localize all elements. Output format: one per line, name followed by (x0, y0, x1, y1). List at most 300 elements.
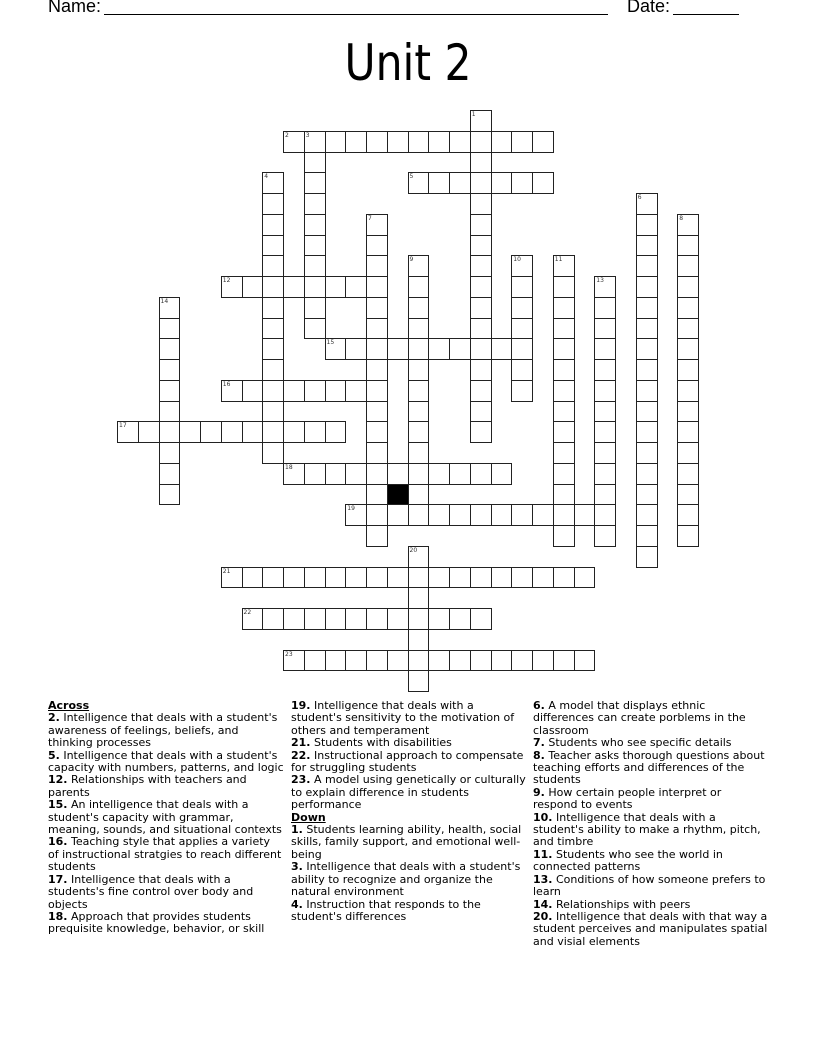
grid-cell[interactable] (179, 421, 201, 443)
grid-cell[interactable] (366, 131, 388, 153)
grid-cell[interactable] (428, 338, 450, 360)
grid-cell[interactable] (366, 567, 388, 589)
grid-cell[interactable] (408, 484, 430, 506)
grid-cell[interactable] (408, 255, 430, 277)
grid-cell[interactable] (532, 172, 554, 194)
grid-cell[interactable] (159, 484, 181, 506)
grid-cell[interactable] (159, 442, 181, 464)
clue-across-22 (291, 750, 527, 775)
grid-cell[interactable] (345, 463, 367, 485)
grid-cell[interactable] (304, 235, 326, 257)
grid-cell[interactable] (470, 214, 492, 236)
page-title: Unit 2 (344, 34, 472, 92)
grid-cell[interactable] (636, 525, 658, 547)
grid-cell[interactable] (262, 567, 284, 589)
grid-cell[interactable] (511, 297, 533, 319)
grid-cell[interactable] (325, 338, 347, 360)
clue-across-18 (48, 911, 284, 936)
grid-cell[interactable] (262, 421, 284, 443)
grid-cell[interactable] (387, 131, 409, 153)
grid-cell[interactable] (283, 131, 305, 153)
grid-cell[interactable] (553, 359, 575, 381)
grid-cell[interactable] (470, 131, 492, 153)
grid-cell[interactable] (345, 131, 367, 153)
grid-cell[interactable] (511, 318, 533, 340)
grid-cell[interactable] (470, 359, 492, 381)
grid-cell[interactable] (428, 567, 450, 589)
grid-cell[interactable] (283, 276, 305, 298)
grid-cell[interactable] (491, 463, 513, 485)
grid-cell[interactable] (262, 442, 284, 464)
grid-cell[interactable] (366, 338, 388, 360)
grid-cell[interactable] (677, 235, 699, 257)
grid-cell[interactable] (470, 152, 492, 174)
grid-cell[interactable] (470, 110, 492, 132)
grid-cell[interactable] (325, 131, 347, 153)
grid-cell[interactable] (408, 567, 430, 589)
clue-number: 22. (291, 748, 311, 762)
clues-column-1 (48, 700, 284, 936)
grid-cell[interactable] (677, 318, 699, 340)
clue-number-label: 16 (222, 380, 231, 388)
grid-cell[interactable] (325, 567, 347, 589)
grid-cell[interactable] (366, 359, 388, 381)
grid-cell[interactable] (304, 318, 326, 340)
clue-number-label: 20 (409, 546, 418, 554)
grid-cell[interactable] (366, 318, 388, 340)
clue-number-label: 23 (285, 650, 293, 658)
clue-number: 7. (533, 736, 545, 750)
grid-cell[interactable] (325, 276, 347, 298)
grid-cell[interactable] (449, 650, 471, 672)
grid-cell[interactable] (304, 380, 326, 402)
grid-cell[interactable] (491, 172, 513, 194)
grid-cell[interactable] (677, 276, 699, 298)
grid-cell[interactable] (677, 359, 699, 381)
grid-cell[interactable] (636, 504, 658, 526)
grid-cell[interactable] (677, 442, 699, 464)
grid-cell[interactable] (636, 401, 658, 423)
clue-down-20 (533, 911, 769, 948)
grid-cell[interactable] (387, 463, 409, 485)
clue-number-label: 12 (222, 277, 231, 284)
grid-cell[interactable] (325, 608, 347, 630)
grid-cell[interactable] (677, 214, 699, 236)
clue-number: 17. (48, 872, 68, 886)
grid-cell[interactable] (636, 276, 658, 298)
grid-cell[interactable] (262, 318, 284, 340)
grid-cell[interactable] (408, 359, 430, 381)
grid-cell[interactable] (636, 359, 658, 381)
clue-text: Instructional approach to compensate for struggling students (291, 748, 524, 775)
grid-cell[interactable] (325, 421, 347, 443)
grid-cell[interactable] (428, 172, 450, 194)
grid-cell[interactable] (428, 650, 450, 672)
grid-cell[interactable] (677, 463, 699, 485)
grid-cell[interactable] (470, 567, 492, 589)
grid-cell[interactable] (304, 650, 326, 672)
grid-cell[interactable] (470, 193, 492, 215)
grid-cell[interactable] (408, 504, 430, 526)
grid-cell[interactable] (408, 380, 430, 402)
grid-cell[interactable] (138, 421, 160, 443)
grid-cell[interactable] (636, 297, 658, 319)
grid-cell[interactable] (553, 297, 575, 319)
grid-cell[interactable] (449, 172, 471, 194)
grid-cell[interactable] (408, 172, 430, 194)
grid-cell[interactable] (366, 235, 388, 257)
grid-cell[interactable] (491, 131, 513, 153)
grid-cell[interactable] (594, 359, 616, 381)
grid-cell[interactable] (366, 401, 388, 423)
grid-cell[interactable] (428, 608, 450, 630)
clue-number: 3. (291, 860, 303, 874)
clue-across-15 (48, 799, 284, 836)
clue-number-label: 19 (347, 505, 355, 513)
grid-cell[interactable] (283, 380, 305, 402)
grid-cell[interactable] (636, 421, 658, 443)
grid-cell[interactable] (221, 421, 243, 443)
grid-cell[interactable] (636, 442, 658, 464)
clue-number-label: 18 (285, 463, 293, 471)
grid-cell[interactable] (470, 172, 492, 194)
grid-cell[interactable] (408, 131, 430, 153)
grid-cell[interactable] (408, 297, 430, 319)
grid-cell[interactable] (283, 567, 305, 589)
grid-cell[interactable] (470, 401, 492, 423)
grid-cell[interactable] (408, 546, 430, 568)
grid-cell[interactable] (408, 276, 430, 298)
grid-cell[interactable] (470, 338, 492, 360)
grid-cell[interactable] (511, 380, 533, 402)
grid-cell[interactable] (325, 463, 347, 485)
grid-cell[interactable] (470, 297, 492, 319)
grid-cell[interactable] (594, 276, 616, 298)
grid-cell[interactable] (283, 463, 305, 485)
grid-cell[interactable] (159, 401, 181, 423)
grid-cell[interactable] (159, 338, 181, 360)
grid-cell[interactable] (262, 193, 284, 215)
grid-cell[interactable] (553, 484, 575, 506)
grid-cell[interactable] (345, 380, 367, 402)
grid-cell[interactable] (262, 359, 284, 381)
clue-down-6 (533, 700, 769, 737)
grid-cell[interactable] (470, 504, 492, 526)
grid-cell[interactable] (304, 214, 326, 236)
grid-cell[interactable] (677, 255, 699, 277)
grid-cell[interactable] (304, 131, 326, 153)
grid-cell[interactable] (677, 401, 699, 423)
clue-text: Intelligence that deals with a student's capacity with numbers, patterns, and logic (48, 748, 284, 775)
grid-cell[interactable] (387, 650, 409, 672)
clue-across-5 (48, 750, 284, 775)
grid-cell[interactable] (366, 276, 388, 298)
grid-cell[interactable] (159, 463, 181, 485)
grid-cell[interactable] (553, 380, 575, 402)
grid-cell[interactable] (532, 504, 554, 526)
clue-text: Instruction that responds to the student's differences (291, 897, 481, 923)
grid-cell[interactable] (242, 608, 264, 630)
grid-cell[interactable] (366, 484, 388, 506)
grid-cell[interactable] (511, 650, 533, 672)
grid-cell[interactable] (262, 338, 284, 360)
grid-cell[interactable] (304, 276, 326, 298)
grid-cell[interactable] (553, 255, 575, 277)
grid-cell[interactable] (470, 608, 492, 630)
clue-text: Students learning ability, health, social skills, family support, and emotional well-being (291, 823, 522, 861)
clues-column-3 (533, 700, 769, 948)
grid-cell[interactable] (491, 504, 513, 526)
grid-cell[interactable] (636, 546, 658, 568)
grid-cell[interactable] (636, 235, 658, 257)
grid-cell[interactable] (262, 235, 284, 257)
grid-cell[interactable] (636, 484, 658, 506)
grid-cell[interactable] (470, 276, 492, 298)
grid-cell[interactable] (304, 463, 326, 485)
grid-cell[interactable] (553, 338, 575, 360)
grid-cell[interactable] (304, 567, 326, 589)
grid-cell[interactable] (574, 504, 596, 526)
grid-cell[interactable] (553, 525, 575, 547)
grid-cell[interactable] (428, 131, 450, 153)
grid-cell[interactable] (677, 484, 699, 506)
grid-cell[interactable] (262, 380, 284, 402)
grid-cell[interactable] (304, 255, 326, 277)
grid-cell[interactable] (470, 235, 492, 257)
clue-text: Students who see the world in connected patterns (533, 847, 723, 874)
grid-cell[interactable] (408, 670, 430, 692)
clue-text: Students who see specific details (544, 736, 732, 750)
grid-cell[interactable] (491, 338, 513, 360)
clue-number-label: 5 (409, 173, 414, 181)
grid-cell[interactable] (345, 567, 367, 589)
grid-cell[interactable] (366, 297, 388, 319)
grid-cell[interactable] (594, 504, 616, 526)
grid-cell[interactable] (677, 504, 699, 526)
grid-cell[interactable] (283, 608, 305, 630)
grid-cell[interactable] (366, 608, 388, 630)
grid-cell[interactable] (594, 338, 616, 360)
grid-cell[interactable] (387, 608, 409, 630)
grid-cell[interactable] (449, 608, 471, 630)
grid-cell[interactable] (345, 504, 367, 526)
grid-cell[interactable] (242, 421, 264, 443)
grid-cell[interactable] (677, 525, 699, 547)
grid-cell[interactable] (636, 193, 658, 215)
grid-cell[interactable] (511, 504, 533, 526)
clue-across-19 (291, 700, 527, 737)
clue-text: Intelligence that deals with that way a student perceives and manipulates spatial and visial elements (533, 909, 768, 948)
grid-cell[interactable] (304, 297, 326, 319)
grid-cell[interactable] (408, 421, 430, 443)
grid-cell[interactable] (221, 276, 243, 298)
clue-text: Relationships with teachers and parents (48, 773, 247, 799)
grid-cell[interactable] (553, 421, 575, 443)
grid-cell[interactable] (408, 401, 430, 423)
grid-cell[interactable] (449, 131, 471, 153)
grid-cell[interactable] (594, 401, 616, 423)
grid-cell[interactable] (304, 608, 326, 630)
clue-text: Students with disabilities (310, 736, 452, 750)
grid-cell[interactable] (408, 587, 430, 609)
grid-cell[interactable] (345, 338, 367, 360)
grid-cell[interactable] (262, 255, 284, 277)
grid-cell[interactable] (366, 421, 388, 443)
grid-cell[interactable] (594, 442, 616, 464)
grid-cell[interactable] (532, 650, 554, 672)
grid-cell[interactable] (408, 608, 430, 630)
grid-cell[interactable] (553, 650, 575, 672)
grid-cell[interactable] (511, 131, 533, 153)
grid-cell[interactable] (159, 297, 181, 319)
grid-cell[interactable] (594, 463, 616, 485)
grid-cell[interactable] (449, 338, 471, 360)
grid-cell[interactable] (594, 318, 616, 340)
clue-down-3 (291, 861, 527, 898)
grid-cell[interactable] (283, 650, 305, 672)
grid-cell[interactable] (594, 484, 616, 506)
grid-cell[interactable] (304, 193, 326, 215)
grid-cell[interactable] (532, 131, 554, 153)
grid-cell[interactable] (636, 214, 658, 236)
grid-cell[interactable] (366, 214, 388, 236)
grid-cell[interactable] (366, 504, 388, 526)
clue-number: 13. (533, 872, 553, 886)
grid-cell[interactable] (553, 442, 575, 464)
grid-cell[interactable] (408, 629, 430, 651)
grid-cell[interactable] (553, 463, 575, 485)
grid-cell[interactable] (304, 421, 326, 443)
clue-number: 4. (291, 897, 303, 911)
grid-cell[interactable] (491, 567, 513, 589)
grid-cell[interactable] (636, 255, 658, 277)
grid-cell[interactable] (511, 359, 533, 381)
clue-text: Intelligence that deals with a student's sensitivity to the motivation of others and temperament (291, 699, 515, 737)
grid-cell[interactable] (366, 525, 388, 547)
grid-cell[interactable] (677, 338, 699, 360)
grid-cell[interactable] (553, 567, 575, 589)
grid-cell[interactable] (242, 567, 264, 589)
grid-cell[interactable] (553, 276, 575, 298)
clue-text: An intelligence that deals with a student's capacity with grammar, meaning, sounds, and situational contexts (48, 798, 282, 837)
grid-cell[interactable] (532, 567, 554, 589)
grid-cell[interactable] (408, 442, 430, 464)
clue-down-9 (533, 787, 769, 812)
grid-cell[interactable] (262, 276, 284, 298)
grid-cell[interactable] (470, 421, 492, 443)
grid-cell[interactable] (594, 297, 616, 319)
grid-cell[interactable] (408, 338, 430, 360)
grid-cell[interactable] (366, 650, 388, 672)
grid-cell[interactable] (387, 567, 409, 589)
grid-cell[interactable] (325, 650, 347, 672)
grid-cell[interactable] (553, 504, 575, 526)
grid-cell[interactable] (408, 318, 430, 340)
grid-cell[interactable] (408, 650, 430, 672)
grid-cell[interactable] (449, 504, 471, 526)
grid-cell[interactable] (159, 421, 181, 443)
grid-cell[interactable] (242, 276, 264, 298)
grid-cell[interactable] (387, 338, 409, 360)
grid-cell[interactable] (511, 276, 533, 298)
grid-cell[interactable] (677, 297, 699, 319)
grid-cell[interactable] (449, 567, 471, 589)
grid-cell[interactable] (574, 650, 596, 672)
grid-cell[interactable] (159, 318, 181, 340)
grid-cell[interactable] (594, 380, 616, 402)
grid-cell[interactable] (594, 421, 616, 443)
grid-cell[interactable] (428, 504, 450, 526)
clue-number: 16. (48, 835, 68, 849)
grid-cell[interactable] (470, 463, 492, 485)
grid-cell[interactable] (159, 359, 181, 381)
grid-cell[interactable] (387, 504, 409, 526)
grid-cell[interactable] (636, 380, 658, 402)
grid-cell[interactable] (366, 255, 388, 277)
grid-cell[interactable] (677, 380, 699, 402)
grid-cell[interactable] (636, 338, 658, 360)
grid-cell[interactable] (262, 608, 284, 630)
grid-cell[interactable] (636, 318, 658, 340)
grid-cell[interactable] (428, 463, 450, 485)
grid-cell[interactable] (511, 338, 533, 360)
grid-cell[interactable] (636, 463, 658, 485)
grid-cell[interactable] (677, 421, 699, 443)
clue-down-4 (291, 899, 527, 924)
clue-number: 18. (48, 909, 68, 923)
grid-cell[interactable] (449, 463, 471, 485)
grid-cell[interactable] (283, 421, 305, 443)
grid-cell[interactable] (470, 255, 492, 277)
clue-number-label: 22 (243, 609, 252, 616)
grid-cell[interactable] (491, 650, 513, 672)
grid-cell[interactable] (221, 567, 243, 589)
grid-cell[interactable] (594, 525, 616, 547)
grid-cell[interactable] (200, 421, 222, 443)
grid-cell[interactable] (408, 463, 430, 485)
grid-cell[interactable] (304, 152, 326, 174)
grid-cell[interactable] (345, 276, 367, 298)
grid-cell[interactable] (262, 172, 284, 194)
grid-cell[interactable] (345, 608, 367, 630)
grid-cell[interactable] (262, 214, 284, 236)
grid-cell[interactable] (470, 380, 492, 402)
grid-cell[interactable] (511, 567, 533, 589)
grid-cell[interactable] (470, 318, 492, 340)
grid-cell[interactable] (553, 318, 575, 340)
grid-cell[interactable] (262, 401, 284, 423)
grid-cell[interactable] (366, 442, 388, 464)
grid-cell[interactable] (366, 463, 388, 485)
grid-cell[interactable] (242, 380, 264, 402)
grid-cell[interactable] (511, 172, 533, 194)
grid-cell[interactable] (221, 380, 243, 402)
grid-cell[interactable] (117, 421, 139, 443)
grid-cell[interactable] (511, 255, 533, 277)
clue-down-10 (533, 812, 769, 849)
clue-number: 19. (291, 699, 311, 712)
grid-cell[interactable] (325, 380, 347, 402)
grid-cell[interactable] (553, 401, 575, 423)
grid-cell[interactable] (470, 650, 492, 672)
clue-number-label: 14 (160, 297, 169, 305)
grid-cell[interactable] (366, 380, 388, 402)
grid-cell[interactable] (574, 567, 596, 589)
grid-cell[interactable] (345, 650, 367, 672)
grid-cell[interactable] (262, 297, 284, 319)
grid-cell[interactable] (304, 172, 326, 194)
grid-cell[interactable] (159, 380, 181, 402)
